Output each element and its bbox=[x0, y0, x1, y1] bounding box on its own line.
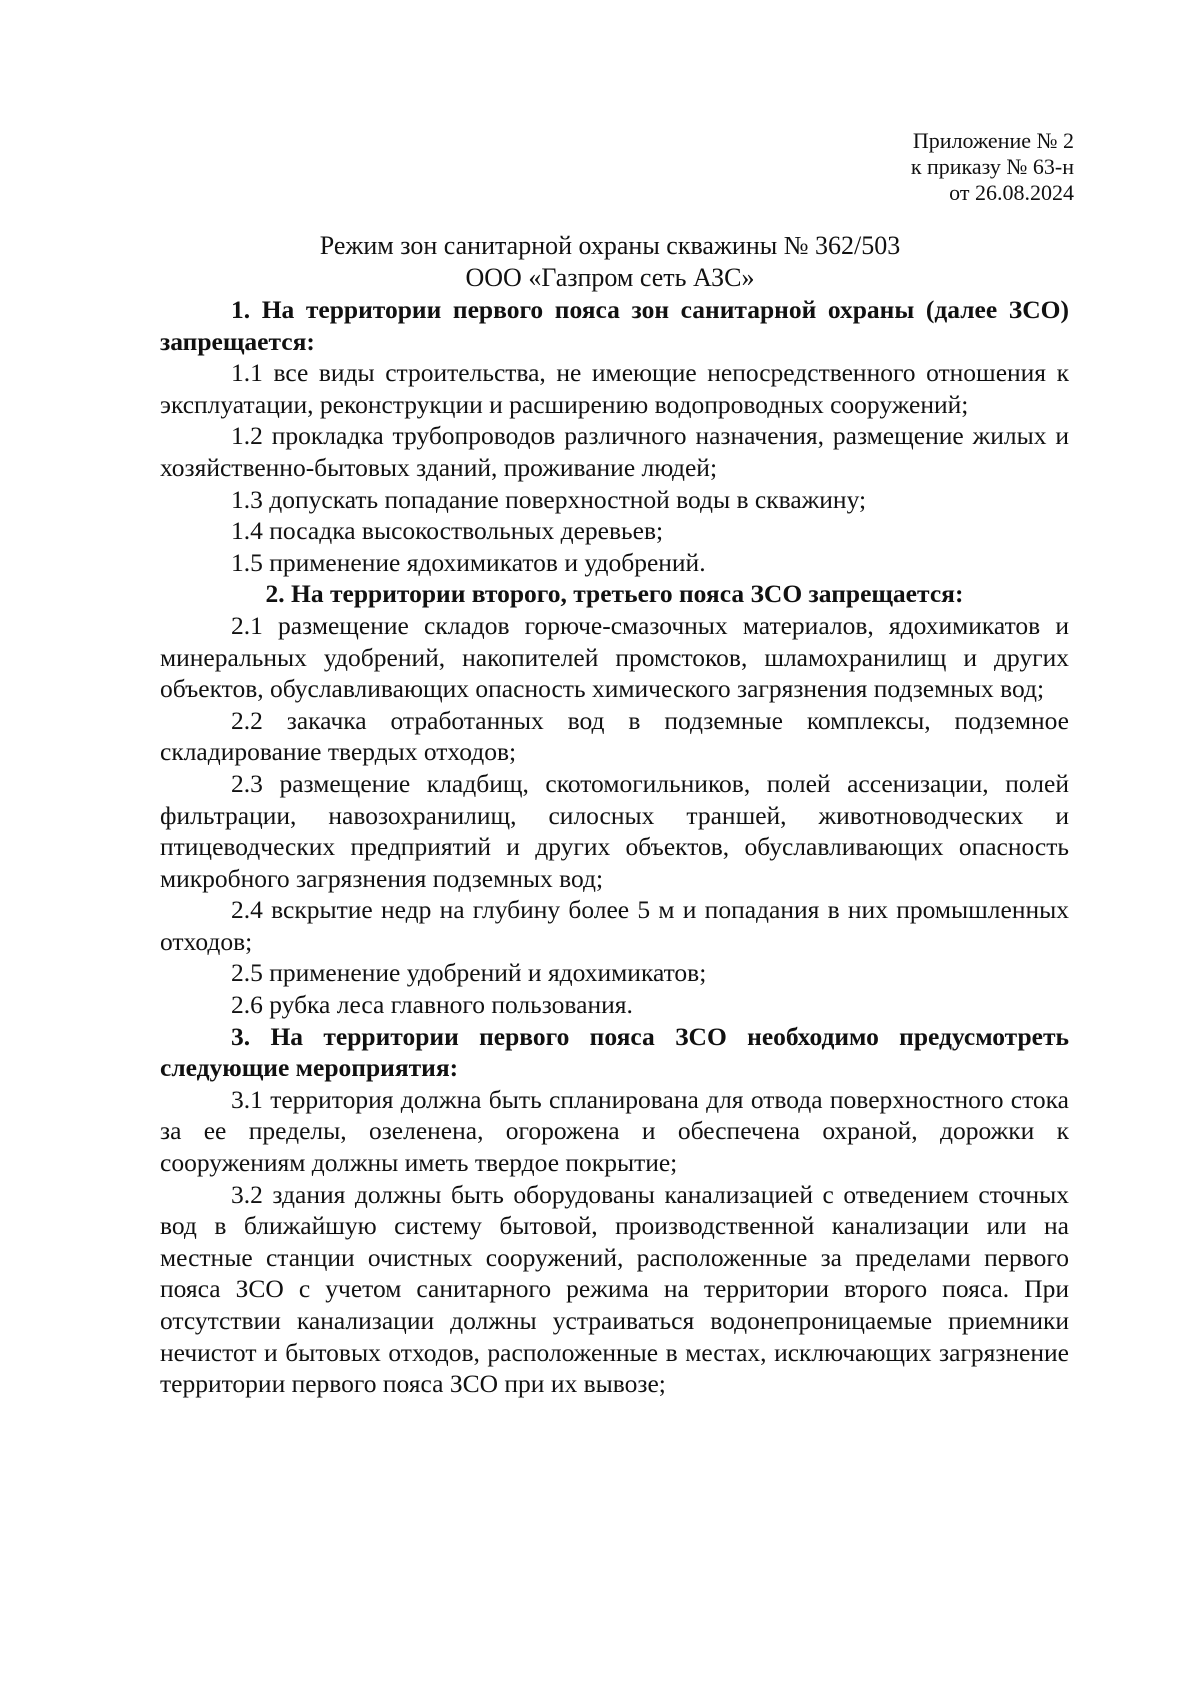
item-3-2: 3.2 здания должны быть оборудованы канализацией с отведением сточных вод в ближайшую систему бытовой, производственной канализации или на местные станции очистных сооружений, расположенные за пределами первого пояса ЗСО с учетом санитарного режима на территории второго пояса. При отсутствии канализации должны устраиваться водонепроницаемые приемники нечистот и бытовых отходов, расположенные в местах, исключающих загрязнение территории первого пояса ЗСО при их вывозе; bbox=[160, 1179, 1069, 1399]
order-date: от 26.08.2024 bbox=[949, 180, 1074, 205]
appendix-number: Приложение № 2 bbox=[912, 128, 1074, 153]
item-1-4: 1.4 посадка высокоствольных деревьев; bbox=[231, 516, 664, 546]
order-number: к приказу № 63-н bbox=[910, 154, 1074, 179]
appendix-reference bbox=[911, 128, 1074, 206]
section-2-heading: 2. На территории второго, третьего пояса ЗСО запрещается: bbox=[265, 579, 964, 609]
item-1-3: 1.3 допускать попадание поверхностной воды в скважину; bbox=[231, 484, 867, 514]
item-1-1: 1.1 все виды строительства, не имеющие непосредственного отношения к эксплуатации, реконструкции и расширению водопроводных сооружений; bbox=[160, 358, 1069, 419]
title-line-regime: Режим зон санитарной охраны скважины № 362/503 bbox=[319, 231, 901, 260]
item-2-4: 2.4 вскрытие недр на глубину более 5 м и попадания в них промышленных отходов; bbox=[160, 895, 1069, 956]
item-1-2: 1.2 прокладка трубопроводов различного назначения, размещение жилых и хозяйственно-бытовых зданий, проживание людей; bbox=[160, 421, 1069, 482]
title-line-company: ООО «Газпром сеть АЗС» bbox=[465, 263, 755, 292]
item-1-5: 1.5 применение ядохимикатов и удобрений. bbox=[231, 547, 706, 577]
item-2-3: 2.3 размещение кладбищ, скотомогильников, полей ассенизации, полей фильтрации, навозохранилищ, силосных траншей, животноводческих и птицеводческих предприятий и других объектов, обуславливающих опасность микробного загрязнения подземных вод; bbox=[160, 768, 1069, 893]
item-2-5: 2.5 применение удобрений и ядохимикатов; bbox=[231, 958, 707, 988]
item-3-1: 3.1 территория должна быть спланирована для отвода поверхностного стока за ее пределы, озеленена, огорожена и обеспечена охраной, дорожки к сооружениям должны иметь твердое покрытие; bbox=[160, 1084, 1069, 1178]
section-1-heading: 1. На территории первого пояса зон санитарной охраны (далее ЗСО) запрещается: bbox=[160, 295, 1069, 356]
document-body bbox=[160, 294, 1069, 1400]
document-title bbox=[160, 230, 1060, 294]
item-2-2: 2.2 закачка отработанных вод в подземные комплексы, подземное складирование твердых отходов; bbox=[160, 705, 1069, 767]
item-2-1: 2.1 размещение складов горюче-смазочных материалов, ядохимикатов и минеральных удобрений, накопителей промстоков, шламохранилищ и других объектов, обуславливающих опасность химического загрязнения подземных вод; bbox=[160, 610, 1069, 704]
section-3-heading: 3. На территории первого пояса ЗСО необходимо предусмотреть следующие мероприятия: bbox=[160, 1021, 1069, 1083]
item-2-6: 2.6 рубка леса главного пользования. bbox=[231, 990, 633, 1020]
